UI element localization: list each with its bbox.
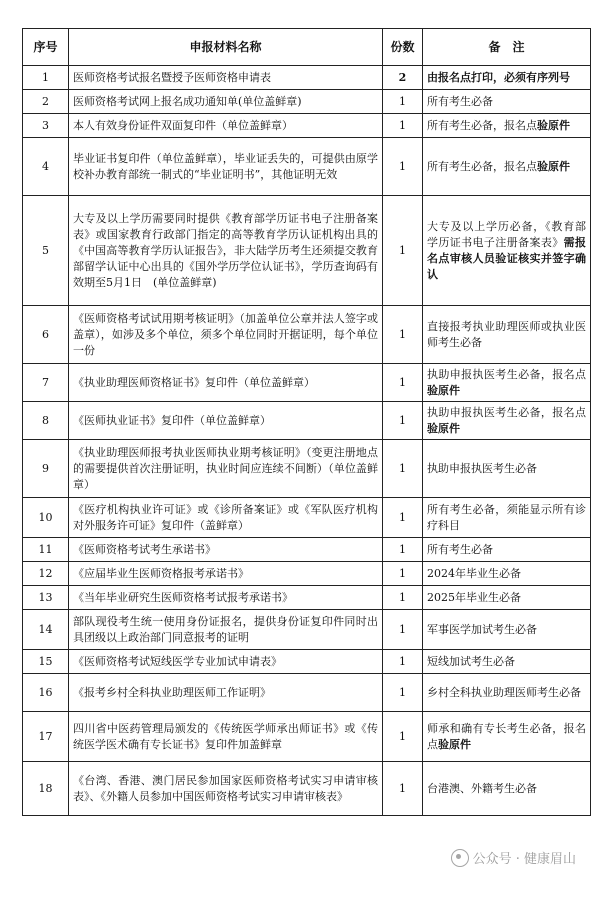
- remark-text: 所有考生必备，报名点: [427, 159, 537, 173]
- row-number: 17: [23, 712, 69, 762]
- remark-cell: [423, 138, 591, 196]
- copy-count: 1: [383, 562, 423, 586]
- material-name: 《医师资格考试考生承诺书》: [69, 538, 383, 562]
- remark-text: 所有考生必备，须能显示所有诊疗科目: [427, 502, 586, 532]
- material-name: 《医师资格考试短线医学专业加试申请表》: [69, 650, 383, 674]
- header-count: 份数: [383, 29, 423, 66]
- remark-emphasis: 验原件: [537, 118, 570, 132]
- remark-text: 乡村全科执业助理医师考生必备: [427, 685, 581, 699]
- watermark: [451, 848, 576, 867]
- row-number: 2: [23, 90, 69, 114]
- material-name: 《医疗机构执业许可证》或《诊所备案证》或《军队医疗机构对外服务许可证》复印件（盖鲜章）: [69, 498, 383, 538]
- remark-text: 直接报考执业助理医师或执业医师考生必备: [427, 319, 586, 349]
- remark-cell: [423, 402, 591, 440]
- header-material: 申报材料名称: [69, 29, 383, 66]
- remark-text: 执助申报执医考生必备: [427, 461, 537, 475]
- material-name: 《当年毕业研究生医师资格考试报考承诺书》: [69, 586, 383, 610]
- table-row: [23, 440, 591, 498]
- copy-count: 1: [383, 364, 423, 402]
- table-row: [23, 498, 591, 538]
- table-row: [23, 196, 591, 306]
- copy-count: 1: [383, 306, 423, 364]
- copy-count: 1: [383, 650, 423, 674]
- remark-text: 师承和确有专长考生必备，报名点: [427, 721, 586, 751]
- table-row: [23, 138, 591, 196]
- row-number: 3: [23, 114, 69, 138]
- table-row: [23, 674, 591, 712]
- remark-text: 执助申报执医考生必备，报名点: [427, 367, 586, 381]
- remark-text: 所有考生必备，报名点: [427, 118, 537, 132]
- copy-count: 1: [383, 90, 423, 114]
- table-row: [23, 114, 591, 138]
- remark-text: 所有考生必备: [427, 542, 493, 556]
- material-name: 《台湾、香港、澳门居民参加国家医师资格考试实习申请审核表》、《外籍人员参加中国医师资格考试实习申请审核表》: [69, 762, 383, 816]
- row-number: 1: [23, 66, 69, 90]
- row-number: 9: [23, 440, 69, 498]
- material-name: 大专及以上学历需要同时提供《教育部学历证书电子注册备案表》或国家教育行政部门指定的高等教育学历认证机构出具的《中国高等教育学历认证报告》，非大陆学历考生还须提交教育部留学认证中心出具的《国外学历学位认证书》，学历查询码有效期至5月1日 (单位盖鲜章): [69, 196, 383, 306]
- row-number: 12: [23, 562, 69, 586]
- remark-text: 2025年毕业生必备: [427, 590, 521, 604]
- remark-text: 2024年毕业生必备: [427, 566, 521, 580]
- copy-count: 1: [383, 538, 423, 562]
- table-row: [23, 762, 591, 816]
- remark-text: 短线加试考生必备: [427, 654, 515, 668]
- row-number: 13: [23, 586, 69, 610]
- row-number: 18: [23, 762, 69, 816]
- copy-count: 1: [383, 674, 423, 712]
- remark-cell: [423, 196, 591, 306]
- remark-cell: [423, 306, 591, 364]
- table-row: [23, 538, 591, 562]
- remark-cell: [423, 650, 591, 674]
- wechat-official-account-icon: [451, 849, 469, 867]
- copy-count: 1: [383, 114, 423, 138]
- remark-text: 所有考生必备: [427, 94, 493, 108]
- remark-emphasis: 需报名点审核人员验证核实并签字确认: [427, 235, 587, 281]
- remark-text: 军事医学加试考生必备: [427, 622, 537, 636]
- table-row: [23, 364, 591, 402]
- remark-cell: [423, 538, 591, 562]
- material-name: 《执业助理医师报考执业医师执业期考核证明》（变更注册地点的需要提供首次注册证明，执业时间应连续不间断）（单位盖鲜章）: [69, 440, 383, 498]
- remark-emphasis: 由报名点打印，必须有序列号: [427, 70, 570, 84]
- remark-text: 台港澳、外籍考生必备: [427, 781, 537, 795]
- table-row: [23, 562, 591, 586]
- material-name: 医师资格考试网上报名成功通知单(单位盖鲜章): [69, 90, 383, 114]
- row-number: 4: [23, 138, 69, 196]
- materials-table: [22, 28, 591, 816]
- remark-cell: [423, 610, 591, 650]
- material-name: 《医师资格考试试用期考核证明》（加盖单位公章并法人签字或盖章），如涉及多个单位，须多个单位同时开据证明，每个单位一份: [69, 306, 383, 364]
- row-number: 8: [23, 402, 69, 440]
- row-number: 5: [23, 196, 69, 306]
- copy-count: 1: [383, 402, 423, 440]
- copy-count: 2: [383, 66, 423, 90]
- material-name: 本人有效身份证件双面复印件（单位盖鲜章）: [69, 114, 383, 138]
- material-name: 四川省中医药管理局颁发的《传统医学师承出师证书》或《传统医学医术确有专长证书》复印件加盖鲜章: [69, 712, 383, 762]
- table-row: [23, 402, 591, 440]
- table-row: [23, 306, 591, 364]
- row-number: 15: [23, 650, 69, 674]
- remark-cell: [423, 674, 591, 712]
- copy-count: 1: [383, 440, 423, 498]
- remark-cell: [423, 762, 591, 816]
- table-row: [23, 90, 591, 114]
- material-name: 《应届毕业生医师资格报考承诺书》: [69, 562, 383, 586]
- remark-cell: [423, 66, 591, 90]
- remark-cell: [423, 114, 591, 138]
- remark-cell: [423, 712, 591, 762]
- material-name: 《执业助理医师资格证书》复印件（单位盖鲜章）: [69, 364, 383, 402]
- table-row: [23, 586, 591, 610]
- material-name: 医师资格考试报名暨授予医师资格申请表: [69, 66, 383, 90]
- copy-count: 1: [383, 498, 423, 538]
- row-number: 6: [23, 306, 69, 364]
- table-row: [23, 650, 591, 674]
- remark-cell: [423, 90, 591, 114]
- remark-cell: [423, 498, 591, 538]
- row-number: 10: [23, 498, 69, 538]
- material-name: 《医师执业证书》复印件（单位盖鲜章）: [69, 402, 383, 440]
- remark-emphasis: 验原件: [427, 421, 460, 435]
- remark-emphasis: 验原件: [537, 159, 570, 173]
- remark-cell: [423, 364, 591, 402]
- copy-count: 1: [383, 762, 423, 816]
- row-number: 14: [23, 610, 69, 650]
- remark-cell: [423, 440, 591, 498]
- material-name: 《报考乡村全科执业助理医师工作证明》: [69, 674, 383, 712]
- material-name: 毕业证书复印件（单位盖鲜章），毕业证丢失的，可提供由原学校补办教育部统一制式的“毕业证明书”，其他证明无效: [69, 138, 383, 196]
- row-number: 16: [23, 674, 69, 712]
- copy-count: 1: [383, 138, 423, 196]
- row-number: 11: [23, 538, 69, 562]
- remark-emphasis: 验原件: [427, 383, 460, 397]
- copy-count: 1: [383, 586, 423, 610]
- header-note: 备 注: [423, 29, 591, 66]
- table-row: [23, 610, 591, 650]
- material-name: 部队现役考生统一使用身份证报名，提供身份证复印件同时出具团级以上政治部门同意报考的证明: [69, 610, 383, 650]
- remark-cell: [423, 586, 591, 610]
- remark-emphasis: 验原件: [438, 737, 471, 751]
- table-row: [23, 712, 591, 762]
- copy-count: 1: [383, 712, 423, 762]
- copy-count: 1: [383, 610, 423, 650]
- watermark-text: 公众号 · 健康眉山: [472, 852, 576, 867]
- remark-text: 执助申报执医考生必备，报名点: [427, 405, 586, 419]
- header-no: 序号: [23, 29, 69, 66]
- table-header-row: [23, 29, 591, 66]
- table-row: [23, 66, 591, 90]
- row-number: 7: [23, 364, 69, 402]
- copy-count: 1: [383, 196, 423, 306]
- remark-cell: [423, 562, 591, 586]
- remark-text: 大专及以上学历必备，《教育部学历证书电子注册备案表》: [427, 219, 586, 249]
